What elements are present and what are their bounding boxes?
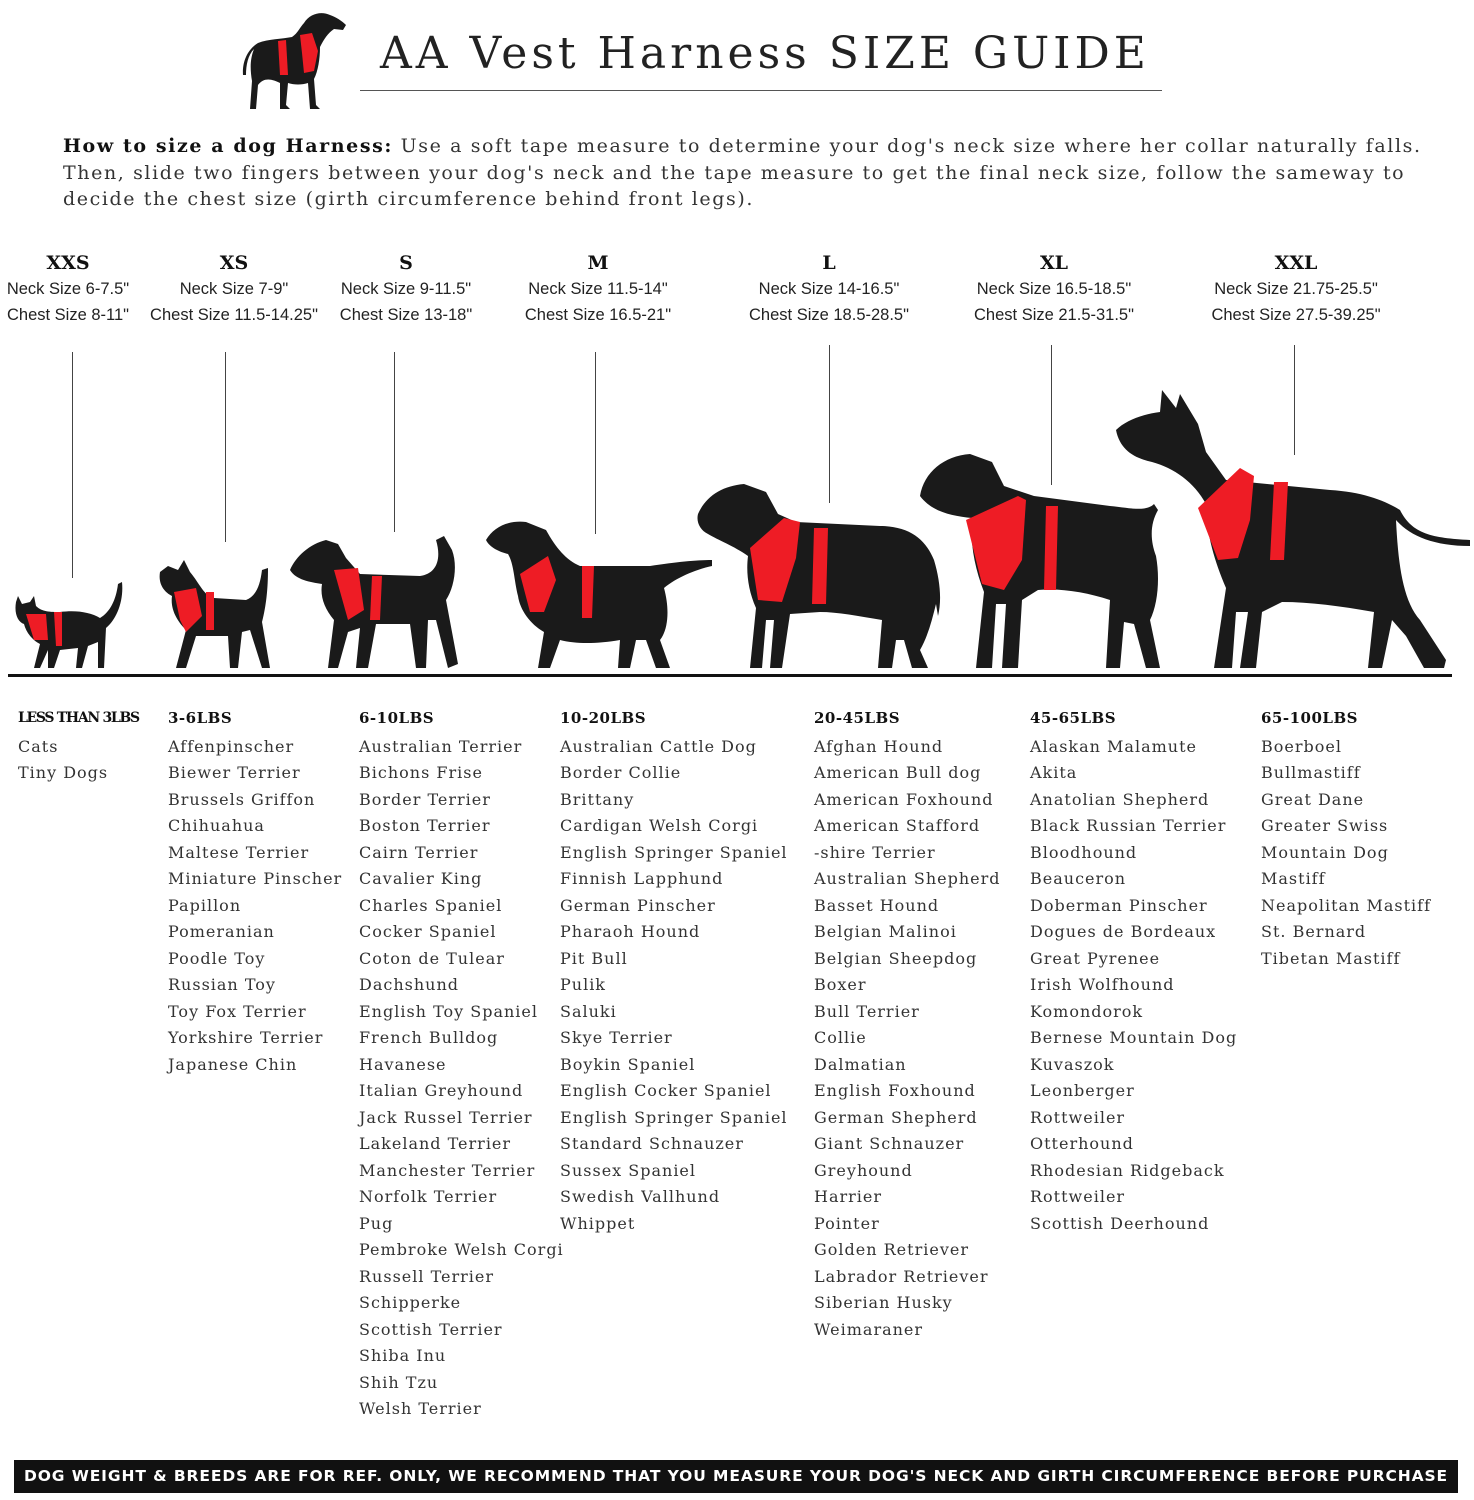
breed-item: Black Russian Terrier [1030,816,1227,835]
breed-item: Doberman Pinscher [1030,895,1208,915]
breed-item: Whippet [560,1213,636,1233]
breed-item: Schipperke [359,1293,462,1312]
neck-size: Neck Size 6-7.5" [6,280,130,298]
breed-item: Cocker Spaniel [359,922,497,941]
breed-item: Dalmatian [814,1054,907,1074]
weight-range: 3-6LBS [168,709,233,727]
mastiff-silhouette-icon [920,454,1160,668]
breed-item: Golden Retriever [814,1240,969,1259]
breed-item: English Springer Spaniel [560,842,788,862]
breed-item: Belgian Malinoi [814,922,957,941]
breed-item: English Foxhound [814,1081,976,1100]
breed-item: Poodle Toy [168,948,266,968]
breed-item: English Toy Spaniel [359,1001,538,1021]
breed-item: Rottweiler [1030,1187,1126,1206]
breed-item: Pit Bull [560,948,628,968]
weight-range: 45-65LBS [1030,709,1117,727]
great-dane-silhouette-icon [1116,390,1470,668]
terrier-silhouette-icon [290,536,458,668]
breed-item: Italian Greyhound [359,1081,524,1100]
breed-item: Lakeland Terrier [359,1134,512,1153]
neck-size: Neck Size 7-9" [179,280,289,298]
breed-item: Skye Terrier [560,1028,673,1047]
breed-item: Australian Terrier [359,736,523,756]
neck-size: Neck Size 9-11.5" [340,280,472,298]
breed-item: Pulik [560,975,606,994]
breed-item: Otterhound [1030,1134,1134,1153]
instructions-text: Use a soft tape measure to determine your dog's neck size where her collar naturally falls. Then, slide two fingers between your dog's neck and the tape measure to get the final neck size, follow the sameway to decide the chest size (girth circumference behind front legs). [63,135,1422,210]
small-dog-silhouette-icon [160,560,270,668]
breed-column-xxl [1261,707,1431,972]
chest-size: Chest Size 8-11" [6,306,130,324]
title-divider [360,90,1162,91]
breed-item: Tiny Dogs [18,763,109,782]
breed-item: St. Bernard [1261,922,1367,941]
breed-item: Pomeranian [168,922,275,941]
sizing-instructions [63,133,1423,213]
disclaimer-banner: DOG WEIGHT & BREEDS ARE FOR REF. ONLY, WE RECOMMEND THAT YOU MEASURE YOUR DOG'S NECK AND GIRTH CIRCUMFERENCE BEFORE PURCHASE [14,1460,1458,1493]
breed-item: Bichons Frise [359,763,483,782]
breed-item: Boston Terrier [359,816,491,835]
breed-item: Pug [359,1213,394,1233]
breed-item: Affenpinscher [168,736,295,756]
breed-item: Papillon [168,895,242,915]
size-header-s [330,250,482,328]
size-label: L [822,252,836,274]
breed-item: Pharaoh Hound [560,922,701,941]
breed-item: Anatolian Shepherd [1030,789,1210,809]
size-header-xs [140,250,328,328]
breed-item: Border Collie [560,763,682,782]
size-label: XL [1039,252,1069,274]
weight-range: LESS THAN 3LBS [18,710,139,726]
breed-item: Cairn Terrier [359,842,479,862]
breed-item: English Springer Spaniel [560,1107,788,1127]
breed-item: Sussex Spaniel [560,1160,697,1180]
size-header-m [514,250,682,328]
breed-item: Pembroke Welsh Corgi [359,1240,564,1259]
breed-item: Miniature Pinscher [168,869,343,888]
breed-item: Japanese Chin [168,1054,298,1074]
breed-item: Jack Russel Terrier [359,1107,533,1127]
breed-item: Manchester Terrier [359,1160,536,1180]
chest-size: Chest Size 11.5-14.25" [150,306,318,324]
breed-item: Cavalier King [359,869,483,888]
breed-item: American Stafford [814,816,981,835]
breed-item: Mountain Dog [1261,842,1389,862]
breed-item: Mastiff [1261,869,1326,888]
breed-column-s [359,707,564,1423]
size-label: S [399,252,413,274]
breed-item: English Cocker Spaniel [560,1081,772,1100]
breed-item: Neapolitan Mastiff [1261,895,1431,915]
breed-item: Toy Fox Terrier [168,1001,307,1021]
breed-item: Komondorok [1030,1001,1144,1021]
breed-item: Swedish Vallhund [560,1187,721,1206]
page-title: AA Vest Harness SIZE GUIDE [380,28,1150,79]
chest-size: Chest Size 13-18" [339,306,473,324]
breed-item: Australian Shepherd [814,869,1001,888]
breed-item: Havanese [359,1054,447,1074]
breed-item: Norfolk Terrier [359,1187,498,1206]
breed-item: Tibetan Mastiff [1261,948,1401,968]
breed-item: Saluki [560,1001,617,1021]
breed-item: Coton de Tulear [359,948,505,968]
instructions-lead: How to size a dog Harness: [63,135,394,157]
breed-column-l [814,707,1001,1343]
neck-size: Neck Size 11.5-14" [528,280,668,298]
weight-range: 10-20LBS [560,709,647,727]
ground-line [8,674,1452,677]
breed-item: Chihuahua [168,816,265,835]
weight-range: 20-45LBS [814,709,901,727]
breed-item: Collie [814,1028,867,1047]
size-header-l [736,250,922,328]
breed-item: Greyhound [814,1160,913,1180]
breed-item: Great Pyrenee [1030,948,1161,968]
neck-size: Neck Size 14-16.5" [758,280,900,298]
weight-range: 6-10LBS [359,709,435,727]
breed-item: Boxer [814,975,867,994]
dog-silhouettes-illustration [0,380,1474,680]
breed-item: German Shepherd [814,1107,978,1127]
breed-item: Shiba Inu [359,1346,447,1365]
breed-item: Giant Schnauzer [814,1134,965,1153]
breed-item: -shire Terrier [814,842,936,862]
breed-item: Standard Schnauzer [560,1134,744,1153]
breed-item: Charles Spaniel [359,895,503,915]
breed-column-xxs [18,707,139,787]
breed-item: Australian Cattle Dog [560,736,757,756]
size-header-xl [962,250,1146,328]
chest-size: Chest Size 27.5-39.25" [1211,306,1381,324]
breed-item: Maltese Terrier [168,842,310,862]
breed-item: Weimaraner [814,1319,924,1339]
breed-item: American Foxhound [814,789,994,809]
breed-item: Brittany [560,789,635,809]
breed-item: Siberian Husky [814,1293,953,1312]
breed-item: Bernese Mountain Dog [1030,1028,1238,1047]
spaniel-silhouette-icon [486,522,712,668]
breed-item: Alaskan Malamute [1030,736,1197,756]
breed-item: Basset Hound [814,895,940,915]
breed-item: Shih Tzu [359,1372,439,1392]
breed-item: Rottweiler [1030,1107,1126,1127]
breed-item: Finnish Lapphund [560,869,724,888]
breed-item: Beauceron [1030,869,1127,888]
size-label: XS [219,252,249,274]
breed-item: Akita [1030,763,1078,782]
breed-item: Labrador Retriever [814,1266,989,1286]
breed-item: Dogues de Bordeaux [1030,922,1217,941]
breed-item: Dachshund [359,975,459,994]
breed-item: Scottish Deerhound [1030,1213,1210,1233]
breed-item: Boykin Spaniel [560,1054,696,1074]
neck-size: Neck Size 21.75-25.5" [1214,280,1378,298]
weight-range: 65-100LBS [1261,709,1358,727]
breed-item: Great Dane [1261,789,1365,809]
chest-size: Chest Size 21.5-31.5" [974,306,1134,324]
breed-item: Welsh Terrier [359,1399,482,1418]
chest-size: Chest Size 18.5-28.5" [749,306,909,324]
breed-item: Biewer Terrier [168,763,301,782]
breed-item: Yorkshire Terrier [168,1028,324,1047]
size-header-xxl [1198,250,1394,328]
breed-item: Pointer [814,1213,880,1233]
breed-item: Harrier [814,1187,883,1206]
breed-column-xs [168,707,342,1078]
breed-item: Cardigan Welsh Corgi [560,816,759,835]
breed-column-m [560,707,788,1237]
breed-item: Irish Wolfhound [1030,975,1175,994]
dog-logo-icon [242,5,352,115]
retriever-silhouette-icon [697,484,940,668]
breed-item: Brussels Griffon [168,789,316,809]
breed-column-xl [1030,707,1237,1237]
breed-item: Russell Terrier [359,1266,494,1286]
breed-item: Bull Terrier [814,1001,920,1021]
breed-item: Scottish Terrier [359,1319,503,1339]
size-label: XXL [1274,252,1318,274]
neck-size: Neck Size 16.5-18.5" [976,280,1132,298]
breed-item: Bullmastiff [1261,763,1361,782]
breed-item: German Pinscher [560,895,716,915]
breed-item: Boerboel [1261,736,1342,756]
breed-item: Belgian Sheepdog [814,948,978,968]
breed-item: Cats [18,736,59,756]
breed-item: Greater Swiss [1261,816,1389,835]
breed-item: French Bulldog [359,1028,499,1047]
breed-item: Afghan Hound [814,736,944,756]
breed-item: Leonberger [1030,1081,1135,1100]
breed-item: Kuvaszok [1030,1054,1115,1074]
breed-item: Rhodesian Ridgeback [1030,1160,1225,1180]
size-header-xxs [0,250,136,328]
size-label: M [587,252,609,274]
cat-silhouette-icon [15,582,122,668]
breed-item: Bloodhound [1030,842,1138,862]
size-label: XXS [46,252,90,274]
breed-item: American Bull dog [814,763,982,782]
chest-size: Chest Size 16.5-21" [524,306,672,324]
breed-item: Border Terrier [359,789,491,809]
breed-item: Russian Toy [168,975,276,994]
